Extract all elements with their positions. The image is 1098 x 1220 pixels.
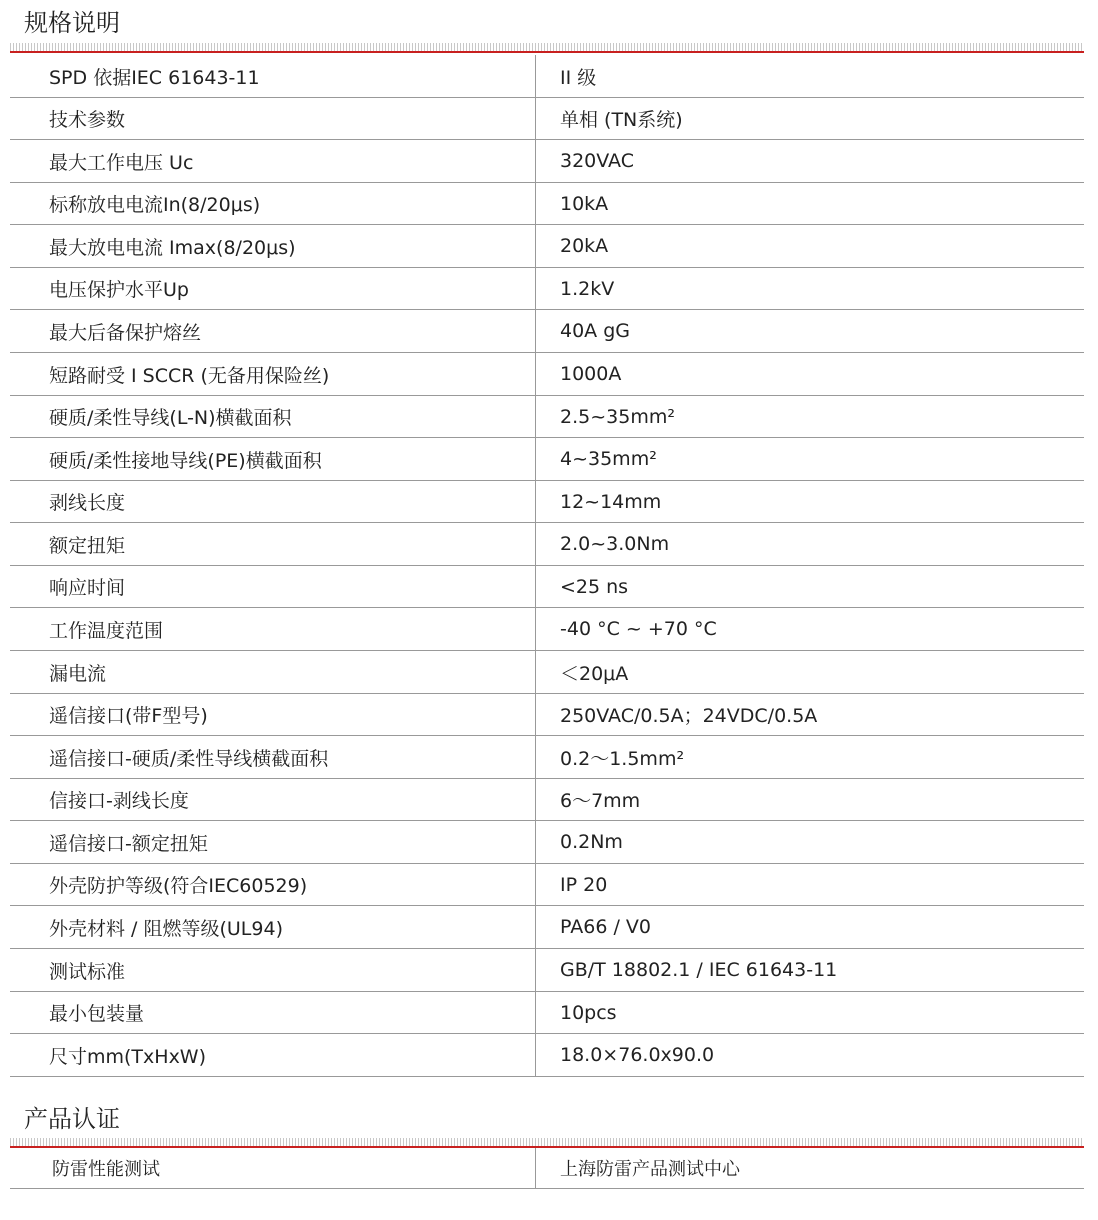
row-value: 12~14mm bbox=[560, 490, 662, 513]
row-label: 电压保护水平Up bbox=[10, 268, 536, 309]
table-row bbox=[10, 694, 1084, 736]
row-label: 漏电流 bbox=[10, 651, 536, 693]
table-row bbox=[10, 608, 1084, 651]
row-label: 最小包装量 bbox=[10, 992, 536, 1033]
row-value: ＜20μA bbox=[560, 662, 629, 685]
row-value: -40 °C ~ +70 °C bbox=[560, 618, 717, 640]
table-row bbox=[10, 992, 1084, 1034]
table-row bbox=[10, 864, 1084, 906]
spec-table bbox=[10, 55, 1084, 1077]
table-row bbox=[10, 268, 1084, 310]
row-label: 硬质/柔性接地导线(PE)横截面积 bbox=[10, 438, 536, 480]
row-value: 320VAC bbox=[560, 150, 634, 172]
table-row bbox=[10, 949, 1084, 992]
table-row bbox=[10, 310, 1084, 353]
row-label: 信接口-剥线长度 bbox=[10, 779, 536, 820]
row-value: 上海防雷产品测试中心 bbox=[560, 1159, 740, 1180]
table-row bbox=[10, 821, 1084, 864]
row-label: 响应时间 bbox=[10, 566, 536, 607]
row-label: 尺寸mm(TxHxW) bbox=[10, 1034, 536, 1076]
row-value: 0.2～1.5mm² bbox=[560, 747, 685, 770]
row-value: 2.0~3.0Nm bbox=[560, 533, 670, 555]
spec-title-divider bbox=[10, 43, 1084, 53]
table-row bbox=[10, 481, 1084, 523]
table-row bbox=[10, 523, 1084, 566]
row-label: 硬质/柔性导线(L-N)横截面积 bbox=[10, 396, 536, 437]
table-row bbox=[10, 396, 1084, 438]
table-row bbox=[10, 55, 1084, 98]
row-value: 20kA bbox=[560, 235, 609, 257]
cert-title-divider bbox=[10, 1138, 1084, 1148]
row-label: 遥信接口-额定扭矩 bbox=[10, 821, 536, 863]
cert-section-title: 产品认证 bbox=[24, 1105, 120, 1133]
row-value: 250VAC/0.5A；24VDC/0.5A bbox=[560, 705, 818, 727]
row-value: 40A gG bbox=[560, 320, 630, 342]
row-value: IP 20 bbox=[560, 873, 608, 896]
row-label: 工作温度范围 bbox=[10, 608, 536, 650]
row-label: 最大后备保护熔丝 bbox=[10, 310, 536, 352]
table-row bbox=[10, 566, 1084, 608]
table-row bbox=[10, 353, 1084, 396]
table-row bbox=[10, 906, 1084, 949]
row-label: 额定扭矩 bbox=[10, 523, 536, 565]
row-label: 剥线长度 bbox=[10, 481, 536, 522]
table-row bbox=[10, 140, 1084, 183]
row-value: 10kA bbox=[560, 192, 609, 215]
table-row bbox=[10, 225, 1084, 268]
cert-table bbox=[10, 1148, 1084, 1189]
row-value: 2.5~35mm² bbox=[560, 405, 675, 428]
table-row bbox=[10, 438, 1084, 481]
row-value: 6～7mm bbox=[560, 790, 641, 812]
row-value: 单相 (TN系统) bbox=[560, 109, 683, 131]
row-value: 10pcs bbox=[560, 1001, 617, 1024]
row-value: 18.0×76.0x90.0 bbox=[560, 1044, 715, 1066]
row-label: 外壳材料 / 阻燃等级(UL94) bbox=[10, 906, 536, 948]
row-label: 遥信接口-硬质/柔性导线横截面积 bbox=[10, 736, 536, 778]
row-value: 4~35mm² bbox=[560, 448, 657, 470]
row-value: GB/T 18802.1 / IEC 61643-11 bbox=[560, 959, 838, 981]
row-value: PA66 / V0 bbox=[560, 916, 651, 938]
table-row bbox=[10, 98, 1084, 140]
row-value: 1.2kV bbox=[560, 277, 615, 300]
table-row bbox=[10, 651, 1084, 694]
row-label: 技术参数 bbox=[10, 98, 536, 139]
row-label: 测试标准 bbox=[10, 949, 536, 991]
row-label: SPD 依据IEC 61643-11 bbox=[10, 55, 536, 97]
row-value: 1000A bbox=[560, 363, 622, 385]
table-row bbox=[10, 779, 1084, 821]
row-label: 短路耐受 I SCCR (无备用保险丝) bbox=[10, 353, 536, 395]
row-label: 最大放电电流 Imax(8/20μs) bbox=[10, 225, 536, 267]
table-row bbox=[10, 183, 1084, 225]
row-label: 外壳防护等级(符合IEC60529) bbox=[10, 864, 536, 905]
table-row bbox=[10, 1034, 1084, 1077]
row-value: 0.2Nm bbox=[560, 831, 623, 853]
row-label: 防雷性能测试 bbox=[10, 1148, 536, 1188]
row-label: 标称放电电流In(8/20μs) bbox=[10, 183, 536, 224]
row-value: II 级 bbox=[560, 66, 597, 89]
row-value: <25 ns bbox=[560, 575, 629, 598]
row-label: 最大工作电压 Uc bbox=[10, 140, 536, 182]
spec-section-title: 规格说明 bbox=[24, 9, 120, 37]
table-row bbox=[10, 736, 1084, 779]
table-row bbox=[10, 1148, 1084, 1189]
row-label: 遥信接口(带F型号) bbox=[10, 694, 536, 735]
